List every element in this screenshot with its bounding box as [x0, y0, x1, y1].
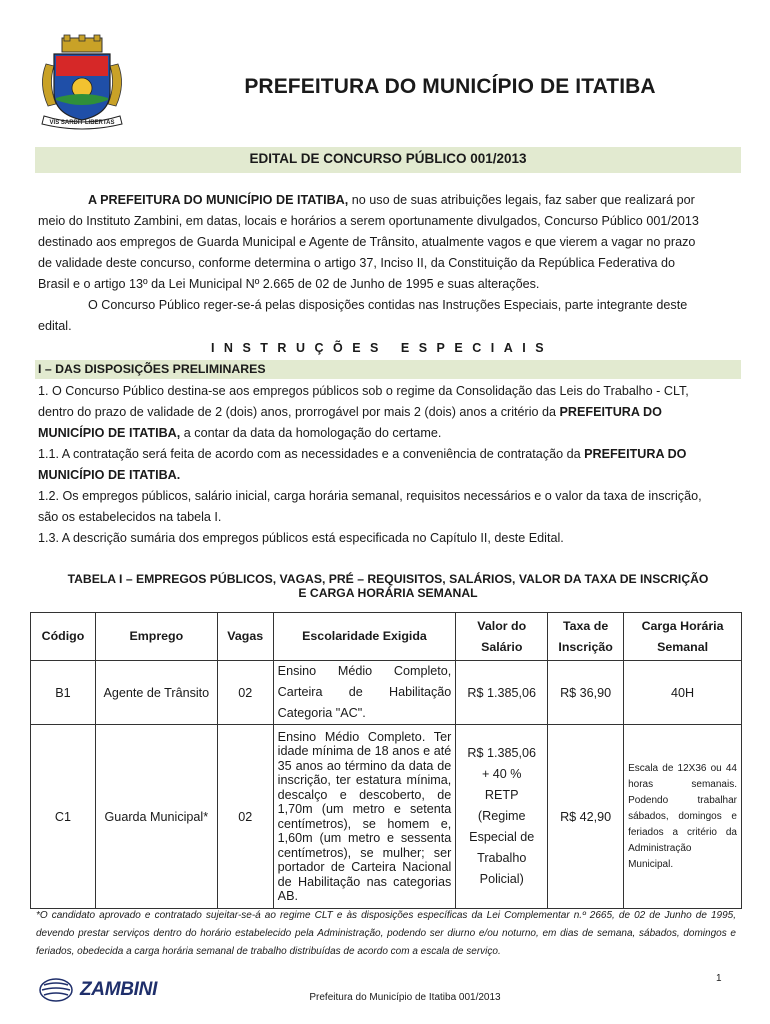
intro-line: [38, 190, 726, 211]
paragraph-bold: PREFEITURA DO: [584, 447, 687, 461]
salario-line: Trabalho: [477, 851, 527, 865]
footer-text: Prefeitura do Município de Itatiba 001/2013: [309, 992, 501, 1003]
paragraph-text: 1.1. A contratação será feita de acordo com as necessidades e a conveniência de contratação da: [38, 447, 585, 461]
header-codigo: Código: [31, 613, 96, 661]
footnote: *O candidato aprovado e contratado sujeitar-se-á ao regime CLT e às disposições específicas da Lei Complementar n.º 2665, de 02 de Junho de 1995, devendo prestar serviços dentro do horário estabelecido pela Administração, podendo ser diurno e/ou noturno, em dias de semana, sábados, domingos e feriados, obedecida a carga horária semanal de trabalho distribuídas de acordo com a escala de serviço.: [36, 910, 736, 957]
cell-codigo: C1: [31, 725, 96, 909]
paragraph-line: [38, 423, 726, 444]
table-header-row: [31, 613, 742, 661]
cell-salario: [456, 725, 548, 909]
header-emprego: Emprego: [95, 613, 217, 661]
paragraph-text: dentro do prazo de validade de 2 (dois) anos, prorrogável por mais 2 (dois) anos a critério da: [38, 405, 560, 419]
salario-line: Policial): [479, 872, 524, 886]
cell-taxa: R$ 42,90: [548, 725, 624, 909]
cell-codigo: B1: [31, 661, 96, 725]
cell-emprego: Guarda Municipal*: [95, 725, 217, 909]
header-escolaridade: Escolaridade Exigida: [273, 613, 456, 661]
salario-line: Especial de: [469, 830, 535, 844]
intro-line: de validade deste concurso, conforme determina o artigo 37, Inciso II, da Constituição da República Federativa do: [38, 256, 676, 270]
intro-line: edital.: [38, 319, 72, 333]
cell-salario: R$ 1.385,06: [456, 661, 548, 725]
svg-text:VIS SARDIT LIBERTAS: VIS SARDIT LIBERTAS: [49, 120, 115, 126]
intro-line: destinado aos empregos de Guarda Municipal e Agente de Trânsito, atualmente vagos e que vierem a vagar no prazo: [38, 235, 696, 249]
header-line: Carga Horária: [641, 618, 724, 633]
intro-line: Brasil e o artigo 13º da Lei Municipal Nº 2.665 de 02 de Junho de 1995 e suas alterações.: [38, 277, 540, 291]
cell-carga: Escala de 12X36 ou 44 horas semanais. Podendo trabalhar sábados, domingos e feriados a critério da Administração Municipal.: [624, 725, 742, 909]
table-title-line: TABELA I – EMPREGOS PÚBLICOS, VAGAS, PRÉ – REQUISITOS, SALÁRIOS, VALOR DA TAXA DE INSCRIÇÃO: [67, 572, 709, 586]
salario-line: + 40 %: [481, 767, 522, 781]
paragraph-line: [38, 444, 726, 465]
header-line: Salário: [481, 639, 523, 654]
intro-paragraph: [38, 190, 726, 337]
cell-vagas: 02: [217, 661, 273, 725]
paragraph-text: a contar da data da homologação do certame.: [180, 426, 442, 440]
header-valor: [456, 613, 548, 661]
cell-escolaridade: Ensino Médio Completo. Ter idade mínima de 18 anos e até 35 anos ao término da data de inscrição, ter estatura mínima, descalço e descoberto, de 1,70m (um metro e setenta centímetros), se homem e, 1,60m (um metro e sessenta centímetros), se mulher; ser portador de Carteira Nacional de Habilitação nas categorias AB.: [273, 725, 456, 909]
cell-emprego: Agente de Trânsito: [95, 661, 217, 725]
intro-text: no uso de suas atribuições legais, faz saber que realizará por: [348, 193, 695, 207]
header-line: Semanal: [657, 639, 709, 654]
intro-line: O Concurso Público reger-se-á pelas disposições contidas nas Instruções Especiais, parte integrante deste: [88, 298, 688, 312]
header-line: Inscrição: [558, 639, 613, 654]
header-taxa: [548, 613, 624, 661]
paragraph-bold: MUNICÍPIO DE ITATIBA.: [38, 468, 181, 482]
header-line: Valor do: [477, 618, 527, 633]
section-body: [38, 381, 726, 549]
paragraph-bold: PREFEITURA DO: [559, 405, 662, 419]
cell-taxa: R$ 36,90: [548, 661, 624, 725]
coat-of-arms-icon: [34, 34, 130, 130]
intro-bold: A PREFEITURA DO MUNICÍPIO DE ITATIBA,: [88, 193, 349, 207]
paragraph-line: [38, 465, 726, 486]
cell-carga: 40H: [624, 661, 742, 725]
salario-line: RETP: [484, 788, 519, 802]
table-row: [31, 661, 742, 725]
paragraph-line: 1.3. A descrição sumária dos empregos públicos está especificada no Capítulo II, deste Edital.: [38, 531, 564, 545]
intro-line: meio do Instituto Zambini, em datas, locais e horários a serem oportunamente divulgados, Concurso Público 001/2013: [38, 214, 699, 228]
table-title-line: E CARGA HORÁRIA SEMANAL: [298, 586, 478, 600]
table-title: [38, 572, 738, 600]
paragraph-bold: MUNICÍPIO DE ITATIBA,: [38, 426, 181, 440]
header-carga: [624, 613, 742, 661]
section-title: I – DAS DISPOSIÇÕES PRELIMINARES: [38, 362, 266, 376]
logo-text: ZAMBINI: [80, 979, 158, 1000]
paragraph-line: são os estabelecidos na tabela I.: [38, 510, 222, 524]
salario-line: (Regime: [477, 809, 526, 823]
edital-title: EDITAL DE CONCURSO PÚBLICO 001/2013: [249, 151, 527, 166]
paragraph-line: 1.2. Os empregos públicos, salário inicial, carga horária semanal, requisitos necessários e o valor da taxa de inscrição,: [38, 489, 702, 503]
page-number: 1: [716, 973, 722, 984]
header-vagas: Vagas: [217, 613, 273, 661]
salario-line: R$ 1.385,06: [467, 746, 537, 760]
table-row: [31, 725, 742, 909]
instructions-title: INSTRUÇÕES ESPECIAIS: [210, 341, 554, 355]
employment-table: [30, 612, 742, 909]
cell-vagas: 02: [217, 725, 273, 909]
header-line: Taxa de: [563, 618, 609, 633]
paragraph-line: 1. O Concurso Público destina-se aos empregos públicos sob o regime da Consolidação das Leis do Trabalho - CLT,: [38, 384, 689, 398]
cell-escolaridade: Ensino Médio Completo, Carteira de Habilitação Categoria "AC".: [273, 661, 456, 725]
paragraph-line: [38, 402, 726, 423]
page-title: PREFEITURA DO MUNICÍPIO DE ITATIBA: [244, 75, 656, 98]
